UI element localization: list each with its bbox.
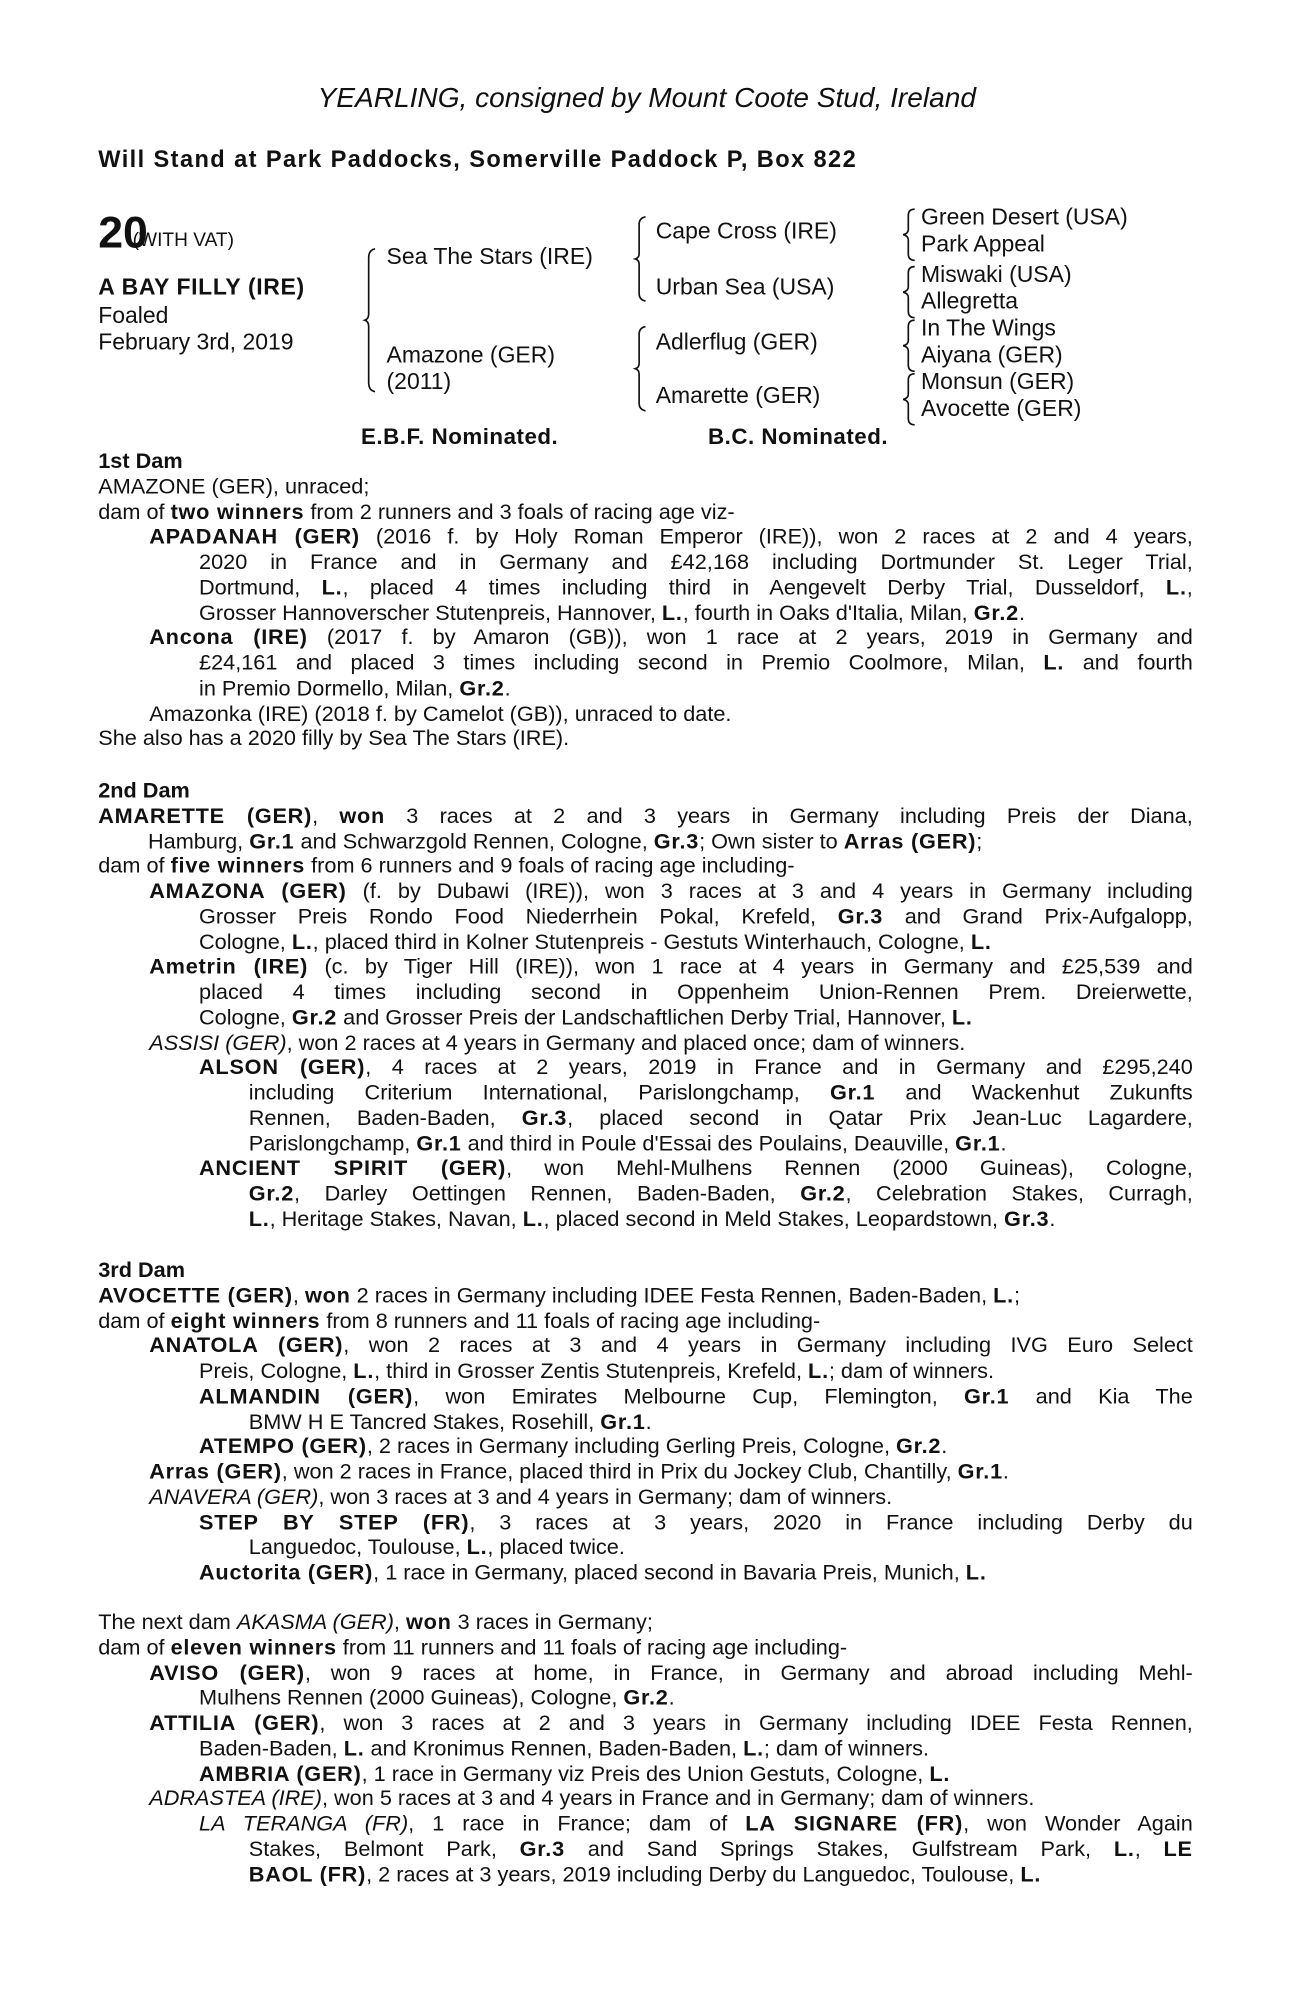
text: Cologne, [199,929,292,954]
bold-text: Arras (GER) [149,1459,282,1484]
bold-text: L. [661,600,683,625]
bold-text: L. [1020,1861,1042,1887]
third-generation-ancestor: Allegretta [921,288,1019,314]
pedigree-entry [0,1384,1314,1434]
text: , Heritage Stakes, Navan, [269,1206,523,1231]
pedigree-entry [0,1510,1314,1560]
text: ; dam of winners. [828,1358,995,1383]
bold-text: L. [743,1735,764,1761]
text: , won Emirates Melbourne Cup, Flemington, [413,1383,965,1409]
pedigree-entry [0,1283,1314,1308]
bold-text: five winners [170,853,306,879]
text: Preis, Cologne, [199,1358,354,1383]
third-generation-ancestor: Avocette (GER) [921,395,1082,421]
entry-line [98,854,1193,879]
bold-text: LE [1163,1836,1193,1861]
section-heading: 1st Dam [98,449,183,474]
dam-dam: Amarette (GER) [655,382,821,409]
text: Amazonka (IRE) (2018 f. by Camelot (GB)), unraced to date. [149,700,732,726]
pedigree-entry [0,1055,1314,1156]
text: , won Mehl-Mulhens Rennen (2000 Guineas), Cologne, [506,1156,1193,1181]
text: . [668,1685,675,1710]
bold-text: L. [353,1358,375,1383]
consignment-title: YEARLING, consigned by Mount Coote Stud, Ireland [317,81,976,114]
bc-nominated: B.C. Nominated. [708,423,889,450]
bold-text: AVOCETTE (GER) [98,1283,293,1308]
bold-text: L. [248,1206,270,1231]
text: (f. by Dubawi (IRE)), won 3 races at 3 and 4 years in Germany including [346,878,1193,904]
entry-line [199,1156,1193,1181]
text: . [1049,1206,1056,1231]
text: and Kronimus Rennen, Baden-Baden, [364,1735,744,1761]
text: , 2 races in Germany including Gerling Preis, Cologne, [366,1434,896,1459]
text: , placed second in Qatar Prix Jean-Luc Lagardere, [567,1105,1193,1130]
text: Baden-Baden, [199,1735,344,1761]
entry-line [199,600,1193,625]
sire: Sea The Stars (IRE) [386,243,593,270]
text: and Kia The [1009,1383,1193,1409]
horse-description: A BAY FILLY (IRE) [98,274,305,300]
text: 2 races in Germany including IDEE Festa Rennen, Baden-Baden, [350,1283,994,1308]
text: , Darley Oettingen Rennen, Baden-Baden, [294,1181,801,1206]
bold-text: Ametrin (IRE) [149,954,309,979]
bold-text: Arras (GER) [843,828,977,853]
bold-text: Gr.3 [837,904,884,929]
bold-text: L. [993,1283,1014,1308]
text: , placed third in Kolner Stutenpreis - Gestuts Winterhauch, Cologne, [312,929,971,954]
entry-line [98,1610,1193,1635]
text: She also has a 2020 filly by Sea The Stars (IRE). [98,726,570,751]
entry-line [199,980,1193,1005]
entry-line [199,904,1193,929]
stand-location: Will Stand at Park Paddocks, Somerville Paddock P, Box 822 [98,145,858,173]
text: , won 2 races at 4 years in Germany and placed once; dam of winners. [286,1030,966,1055]
italic-text: ANAVERA (GER) [149,1484,319,1509]
bold-text: Gr.1 [957,1459,1003,1484]
text: from 8 runners and 11 foals of racing age including- [320,1308,821,1333]
bold-text: L. [1113,1836,1135,1861]
text: ; [1013,1283,1021,1308]
pedigree-entry [0,1333,1314,1383]
bold-text: L. [466,1534,488,1560]
bold-text: AMARETTE (GER) [98,803,313,828]
pedigree-entry [0,1485,1314,1510]
entry-line [249,1181,1193,1206]
entry-line [149,1030,1193,1055]
bold-text: won [304,1283,351,1308]
entry-line [199,1686,1193,1711]
text: , Celebration Stakes, Curragh, [845,1181,1193,1206]
text: , fourth in Oaks d'Italia, Milan, [682,600,974,625]
bold-text: Gr.2 [973,600,1019,625]
text: . [504,675,511,701]
bold-text: L. [1165,575,1187,600]
text: . [1018,600,1026,625]
text: from 11 runners and 11 foals of racing age including- [336,1635,848,1660]
entry-line [149,879,1193,904]
text: ; dam of winners. [763,1735,930,1761]
text: . [941,1434,948,1459]
entry-line [199,575,1193,600]
text: . [1000,1130,1007,1156]
entry-line [199,1384,1193,1409]
bold-text: L. [808,1358,829,1383]
text: dam of [98,1308,171,1333]
text: Parislongchamp, [248,1130,417,1156]
bold-text: ATEMPO (GER) [199,1434,367,1459]
text: (c. by Tiger Hill (IRE)), won 1 race at 4 years in Germany and £25,539 and [308,954,1193,979]
pedigree-entry [0,1560,1314,1585]
third-generation-ancestor: Park Appeal [921,230,1045,257]
dam: Amazone (GER) [386,341,555,368]
text: from 2 runners and 3 foals of racing age viz- [304,499,735,524]
bold-text: AMAZONA (GER) [149,878,347,904]
dam-sire: Adlerflug (GER) [655,329,818,355]
text: ; [976,828,983,853]
foaled-date: February 3rd, 2019 [98,329,294,355]
entry-line [149,1459,1193,1484]
bold-text: eight winners [170,1308,321,1333]
text: Hamburg, [147,828,250,853]
bold-text: eleven winners [170,1635,337,1660]
text: , won 2 races in France, placed third in Prix du Jockey Club, Chantilly, [281,1459,958,1484]
bold-text: Ancona (IRE) [149,625,308,650]
bold-text: Gr.2 [623,1685,669,1710]
third-generation-ancestor: Green Desert (USA) [921,204,1128,230]
bold-text: ATTILIA (GER) [149,1710,320,1735]
bold-text: Gr.3 [519,1836,565,1861]
entry-line [249,1131,1193,1156]
text: 2020 in France and in Germany and £42,168 including Dortmunder St. Leger Trial, [199,549,1193,575]
text: Stakes, Belmont Park, [248,1836,520,1861]
text: and fourth [1064,650,1193,675]
pedigree-entry [0,1711,1314,1761]
pedigree-entry [0,726,1314,751]
pedigree-entry [0,474,1314,499]
text: , [292,1283,305,1308]
entry-line [98,1308,1193,1333]
entry-line [199,1434,1193,1459]
text: and Grosser Preis der Landschaftlichen Derby Trial, Hannover, [337,1004,952,1030]
bold-text: two winners [170,499,305,524]
pedigree-entry [0,1761,1314,1786]
bold-text: Gr.1 [955,1130,1001,1156]
bold-text: L. [929,1761,951,1786]
entry-line [149,1786,1193,1811]
bold-text: AMBRIA (GER) [199,1761,362,1786]
entry-line [149,1711,1193,1736]
entry-line [199,1811,1193,1836]
bold-text: L. [965,1560,987,1585]
bold-text: Gr.2 [459,675,505,701]
entry-line [199,676,1193,701]
text: ; Own sister to [699,828,844,853]
text: , placed twice. [487,1534,625,1560]
pedigree-entry [0,525,1314,626]
text: , [1186,575,1193,600]
text: and Sand Springs Stakes, Gulfstream Park, [564,1836,1114,1861]
entry-line [148,829,1193,854]
bold-text: ALMANDIN (GER) [199,1383,414,1409]
pedigree-entry [0,1660,1314,1710]
bold-text: Gr.2 [291,1004,338,1030]
pedigree-entry [0,1459,1314,1484]
bold-text: Gr.2 [800,1181,846,1206]
bold-text: LA SIGNARE (FR) [745,1811,964,1836]
foaled-label: Foaled [98,302,169,328]
entry-line [98,499,1193,524]
pedigree-entry [0,499,1314,524]
pedigree-entry [0,854,1314,879]
entry-line [149,955,1193,980]
pedigree-entry [0,1635,1314,1660]
entry-line [199,1761,1193,1786]
bold-text: Gr.1 [416,1130,462,1156]
text: Grosser Hannoverscher Stutenpreis, Hannover, [199,600,662,625]
bold-text: Auctorita (GER) [199,1560,374,1585]
text: , [1134,1836,1164,1861]
bold-text: Gr.3 [653,828,700,853]
entry-line [249,1106,1193,1131]
text: AMAZONE (GER), unraced; [98,474,370,499]
pedigree-bracket [635,216,650,303]
entry-line [249,1409,1193,1434]
text: and third in Poule d'Essai des Poulains, Deauville, [461,1130,956,1156]
text: The next dam [98,1609,237,1635]
text: , won 9 races at home, in France, in Germany and abroad including Mehl- [304,1660,1193,1685]
entry-line [249,1206,1193,1231]
section-heading: 2nd Dam [98,778,190,803]
text: in Premio Dormello, Milan, [199,675,460,701]
bold-text: L. [951,1004,973,1030]
entry-line [249,1081,1193,1106]
bold-text: AVISO (GER) [149,1660,305,1685]
entry-line [199,929,1193,954]
text: , won 2 races at 3 and 4 years in Germany including IVG Euro Select [343,1333,1193,1358]
sire-dam: Urban Sea (USA) [655,274,835,300]
entry-line [98,1283,1193,1308]
bold-text: APADANAH (GER) [149,524,360,549]
entry-line [98,1635,1193,1660]
bold-text: STEP BY STEP (FR) [199,1509,470,1535]
text: , [393,1609,406,1635]
entry-line [249,1837,1193,1862]
lot-number: 20 [98,207,148,258]
dam-year: (2011) [386,368,452,395]
bold-text: Gr.2 [248,1181,295,1206]
entry-line [199,651,1193,676]
text: Dortmund, [199,575,322,600]
text: , 2 races at 3 years, 2019 including Derby du Languedoc, Toulouse, [366,1861,1021,1887]
bold-text: ANCIENT SPIRIT (GER) [199,1156,507,1181]
text: including Criterium International, Parislongchamp, [248,1080,830,1105]
bold-text: Gr.1 [249,828,295,853]
bold-text: L. [321,575,343,600]
text: dam of [98,499,171,524]
entry-line [199,1736,1193,1761]
text: Cologne, [199,1004,292,1030]
text: , placed 4 times including third in Aengevelt Derby Trial, Dusseldorf, [342,575,1166,600]
bold-text: BAOL (FR) [248,1861,367,1887]
pedigree-entry [0,1434,1314,1459]
entry-line [249,1535,1193,1560]
text: and Schwarzgold Rennen, Cologne, [294,828,654,853]
text: , placed second in Meld Stakes, Leopardstown, [543,1206,1005,1231]
entry-line [199,1005,1193,1030]
entry-line [149,525,1193,550]
text: , won 3 races at 3 and 4 years in Germany; dam of winners. [318,1484,893,1509]
bold-text: L. [970,929,992,954]
entry-line [199,550,1193,575]
bold-text: Gr.2 [895,1434,942,1459]
text: , third in Grosser Zentis Stutenpreis, Krefeld, [374,1358,809,1383]
bold-text: Gr.3 [521,1105,568,1130]
bold-text: Gr.3 [1004,1206,1050,1231]
text: from 6 runners and 9 foals of racing age including- [305,853,795,879]
bold-text: Gr.1 [829,1080,876,1105]
italic-text: LA TERANGA (FR) [199,1811,409,1836]
entry-line [199,1359,1193,1384]
italic-text: AKASMA (GER) [236,1609,394,1635]
text: dam of [98,1635,171,1660]
pedigree-brace [902,265,917,319]
italic-text: ADRASTEA (IRE) [149,1786,322,1811]
third-generation-ancestor: Monsun (GER) [921,368,1075,395]
entry-line [249,1862,1193,1887]
bold-text: won [405,1609,452,1635]
bold-text: won [339,803,386,828]
entry-line [199,1055,1193,1080]
text: and Wackenhut Zukunfts [875,1080,1193,1105]
pedigree-entry [0,1811,1314,1887]
italic-text: ASSISI (GER) [149,1030,287,1055]
text: , 1 race in France; dam of [408,1811,746,1836]
text: , 3 races at 3 years, 2020 in France including Derby du [469,1509,1193,1535]
pedigree-entry [0,1030,1314,1055]
section-heading: 3rd Dam [98,1257,186,1283]
text: . [645,1409,652,1434]
ebf-nominated: E.B.F. Nominated. [361,423,559,450]
text: Grosser Preis Rondo Food Niederrhein Pokal, Krefeld, [199,904,838,929]
text: Rennen, Baden-Baden, [248,1105,522,1130]
pedigree-bracket [635,325,650,412]
text: , won Wonder Again [963,1811,1193,1836]
pedigree-entry [0,625,1314,701]
text: (2016 f. by Holy Roman Emperor (IRE)), won 2 races at 2 and 4 years, [359,524,1193,549]
text: dam of [98,853,171,879]
entry-line [199,1560,1193,1585]
sire-sire: Cape Cross (IRE) [655,218,837,244]
entry-line [149,1333,1193,1358]
bold-text: L. [343,1735,365,1761]
pedigree-brace [902,319,917,373]
entry-line [98,726,1193,751]
text: , [312,803,340,828]
pedigree-entry [0,1786,1314,1811]
bold-text: ANATOLA (GER) [149,1333,344,1358]
pedigree-brace [902,373,917,427]
bold-text: L. [1043,650,1065,675]
pedigree-entry [0,955,1314,1031]
pedigree-entry [0,1308,1314,1333]
text: and Grand Prix-Aufgalopp, [883,904,1193,929]
vat-note: (WITH VAT) [132,229,235,252]
entry-line [149,701,1193,726]
third-generation-ancestor: In The Wings [921,315,1056,341]
pedigree-entry [0,1156,1314,1232]
text: , won 3 races at 2 and 3 years in Germany including IDEE Festa Rennen, [319,1710,1193,1735]
text: Languedoc, Toulouse, [248,1534,467,1560]
entry-line [149,625,1193,650]
entry-line [149,1485,1193,1510]
pedigree-bracket [365,247,380,392]
pedigree-entry [0,803,1314,853]
text: BMW H E Tancred Stakes, Rosehill, [248,1409,601,1434]
text: Mulhens Rennen (2000 Guineas), Cologne, [199,1685,624,1710]
entry-line [199,1510,1193,1535]
text: , 1 race in Germany, placed second in Bavaria Preis, Munich, [373,1560,966,1585]
text: (2017 f. by Amaron (GB)), won 1 race at 2 years, 2019 in Germany and [307,625,1193,650]
text: , 1 race in Germany viz Preis des Union Gestuts, Cologne, [361,1761,930,1786]
entry-line [98,474,1193,499]
text: , 4 races at 2 years, 2019 in France and in Germany and £295,240 [365,1055,1193,1080]
pedigree-entry [0,701,1314,726]
pedigree-brace [902,208,917,262]
third-generation-ancestor: Miswaki (USA) [921,261,1072,288]
bold-text: L. [522,1206,544,1231]
entry-line [149,1660,1193,1685]
pedigree-entry [0,1610,1314,1635]
text: 3 races in Germany; [451,1609,653,1635]
text: , won 5 races at 3 and 4 years in France and in Germany; dam of winners. [321,1786,1035,1811]
bold-text: ALSON (GER) [199,1055,366,1080]
text: £24,161 and placed 3 times including second in Premio Coolmore, Milan, [199,650,1044,675]
text: . [1002,1459,1009,1484]
bold-text: Gr.1 [964,1383,1010,1409]
text: placed 4 times including second in Oppenheim Union-Rennen Prem. Dreierwette, [199,979,1193,1004]
pedigree-entry [0,879,1314,955]
entry-line [98,803,1193,828]
bold-text: L. [291,929,313,954]
third-generation-ancestor: Aiyana (GER) [921,341,1063,368]
bold-text: Gr.1 [600,1409,646,1434]
text: 3 races at 2 and 3 years in Germany including Preis der Diana, [385,803,1193,828]
